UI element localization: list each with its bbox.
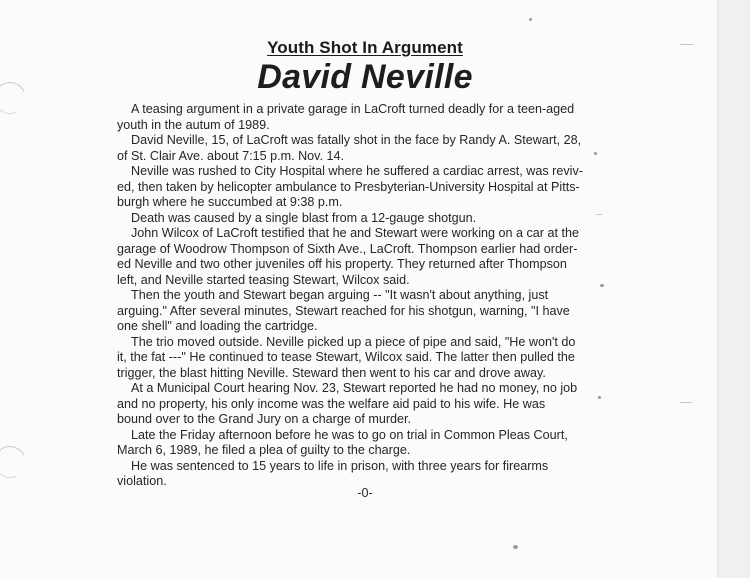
body-line: trigger, the blast hitting Neville. Steward then went to his car and drove away. [117,365,546,380]
body-line: Death was caused by a single blast from a 12-gauge shotgun. [131,210,477,225]
body-line: ed, then taken by helicopter ambulance to Presbyterian-University Hospital at Pitts- [117,179,580,194]
article-heading: Youth Shot In Argument [267,38,463,57]
body-line: it, the fat ---" He continued to tease Stewart, Wilcox said. The latter then pulled the [117,350,575,364]
binder-hole-mark-bottom [0,441,31,482]
body-line: John Wilcox of LaCroft testified that he and Stewart were working on a car at the [131,226,580,240]
scan-speck [529,18,532,21]
body-line: Neville was rushed to City Hospital where he suffered a cardiac arrest, was reviv- [131,164,583,178]
body-line: and no property, his only income was the welfare aid paid to his wife. He was [117,396,546,411]
body-line: youth in the autum of 1989. [117,117,270,132]
body-line: At a Municipal Court hearing Nov. 23, Stewart reported he had no money, no job [131,381,578,395]
body-line: Late the Friday afternoon before he was to go on trial in Common Pleas Court, [131,427,568,442]
body-line: He was sentenced to 15 years to life in prison, with three years for firearms [131,458,549,473]
body-line: one shell" and loading the cartridge. [117,319,318,333]
body-line: March 6, 1989, he filed a plea of guilty to the charge. [117,443,411,457]
body-line: Then the youth and Stewart began arguing -- "It wasn't about anything, just [131,288,549,302]
body-line: garage of Woodrow Thompson of Sixth Ave., LaCroft. Thompson earlier had order- [117,241,578,256]
scan-speck [513,545,518,549]
body-line: left, and Neville started teasing Stewart, Wilcox said. [117,272,410,287]
body-line: ed Neville and two other juveniles off his property. They returned after Thompson [117,257,567,271]
body-line: violation. [117,474,167,488]
scan-mark [680,402,692,403]
body-line: arguing." After several minutes, Stewart reached for his shotgun, warning, "I have [117,303,570,318]
body-line: A teasing argument in a private garage in LaCroft turned deadly for a teen-aged [131,102,575,116]
body-line: of St. Clair Ave. about 7:15 p.m. Nov. 14. [117,148,345,163]
body-line: The trio moved outside. Neville picked up a piece of pipe and said, "He won't do [131,334,576,349]
article-body [117,102,613,490]
subject-name: David Neville [257,58,473,96]
end-mark: -0- [357,486,373,500]
body-line: burgh where he succumbed at 9:38 p.m. [117,195,343,209]
body-line: bound over to the Grand Jury on a charge of murder. [117,412,412,426]
body-line: David Neville, 15, of LaCroft was fatally shot in the face by Randy A. Stewart, 28, [131,133,582,147]
